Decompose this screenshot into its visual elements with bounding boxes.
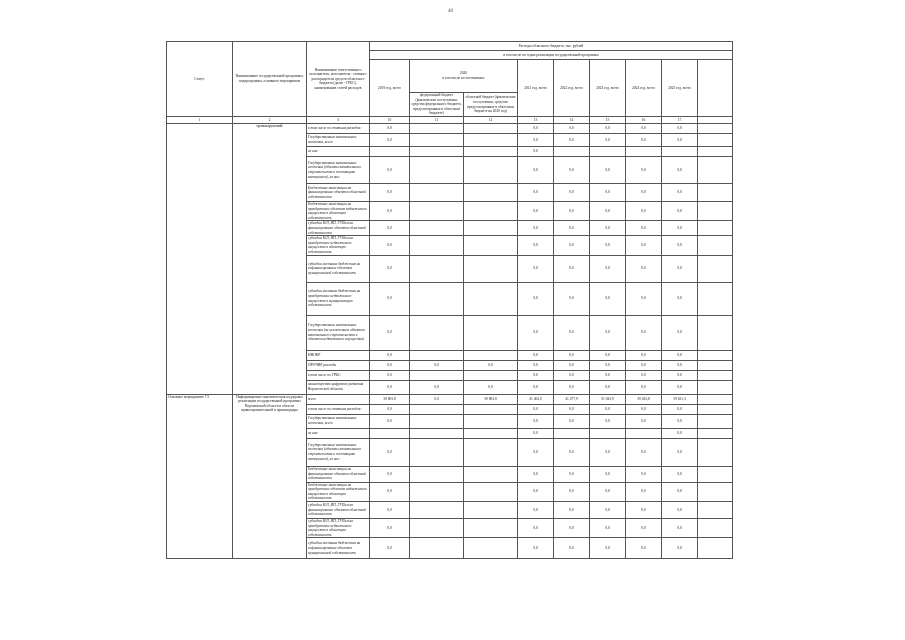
value-cell: 0,0 bbox=[590, 134, 626, 147]
value-cell: 0,0 bbox=[626, 236, 662, 255]
value-cell: 0,0 bbox=[370, 360, 410, 370]
value-cell: 0,0 bbox=[626, 184, 662, 202]
value-cell: 0,0 bbox=[410, 380, 464, 394]
value-cell bbox=[698, 466, 733, 482]
value-cell: 0,0 bbox=[662, 482, 698, 501]
value-cell bbox=[410, 501, 464, 518]
value-cell bbox=[464, 124, 518, 134]
value-cell bbox=[464, 428, 518, 438]
value-cell: 0,0 bbox=[590, 315, 626, 350]
value-cell: 0,0 bbox=[370, 134, 410, 147]
program-cell: Информационно-аналитическая поддержка реализации государственной программы Воронежской области в области правоохранительной и правопорядка bbox=[233, 394, 307, 559]
y2024-header: 2024 год, всего bbox=[626, 60, 662, 117]
value-cell bbox=[464, 501, 518, 518]
value-cell: 0,0 bbox=[590, 466, 626, 482]
value-cell: 0,0 bbox=[370, 282, 410, 315]
value-cell: 0,0 bbox=[554, 202, 590, 221]
value-cell bbox=[410, 221, 464, 236]
value-cell: 0,0 bbox=[518, 255, 554, 282]
value-cell: 0,0 bbox=[370, 124, 410, 134]
reg-budget-header: областной бюджет (фактические поступления, средства предусмотренные в областном бюджете на 2020 год) bbox=[464, 93, 518, 117]
column-number: 1 bbox=[167, 117, 233, 124]
value-cell: 0,0 bbox=[662, 404, 698, 414]
value-cell: 0,0 bbox=[662, 124, 698, 134]
value-cell bbox=[410, 315, 464, 350]
value-cell: 0,0 bbox=[626, 255, 662, 282]
expense-item-label: Бюджетные инвестиции на финансирование объектов областной собственности bbox=[307, 466, 370, 482]
value-cell: 39 803,8 bbox=[464, 394, 518, 404]
column-number: 10 bbox=[370, 117, 410, 124]
value-cell: 0,0 bbox=[626, 501, 662, 518]
value-cell bbox=[410, 538, 464, 559]
value-cell bbox=[410, 438, 464, 466]
value-cell bbox=[410, 404, 464, 414]
value-cell bbox=[698, 147, 733, 157]
value-cell bbox=[410, 518, 464, 537]
expense-item-label: субсидии местным бюджетам на софинансирование объектов муниципальной собственности bbox=[307, 538, 370, 559]
value-cell bbox=[464, 350, 518, 360]
value-cell: 0,0 bbox=[554, 501, 590, 518]
expense-item-label: Бюджетные инвестиции на приобретение объектов недвижимого имущества в областную собственность bbox=[307, 482, 370, 501]
value-cell: 0,0 bbox=[590, 221, 626, 236]
value-cell: 0,0 bbox=[518, 360, 554, 370]
value-cell: 0,0 bbox=[590, 350, 626, 360]
value-cell: 0,0 bbox=[554, 438, 590, 466]
value-cell bbox=[410, 428, 464, 438]
value-cell bbox=[410, 202, 464, 221]
value-cell bbox=[370, 147, 410, 157]
value-cell bbox=[410, 184, 464, 202]
value-cell: 0,0 bbox=[626, 202, 662, 221]
value-cell: 0,0 bbox=[626, 315, 662, 350]
value-cell: 0,0 bbox=[370, 184, 410, 202]
value-cell: 0,0 bbox=[590, 482, 626, 501]
expense-item-label: субсидии ЮЛ, ИП, ГУПам на приобретение недвижимого имущества в областную собственность bbox=[307, 236, 370, 255]
value-cell: 0,0 bbox=[518, 202, 554, 221]
value-cell: 0,0 bbox=[518, 518, 554, 537]
value-cell: 0,0 bbox=[662, 414, 698, 428]
incl-caption: в том числе по источникам: bbox=[442, 76, 485, 81]
value-cell bbox=[698, 380, 733, 394]
value-cell: 0,0 bbox=[554, 134, 590, 147]
y2025-header: 2025 год, всего bbox=[662, 60, 698, 117]
value-cell: 0,0 bbox=[518, 315, 554, 350]
value-cell bbox=[464, 134, 518, 147]
value-cell bbox=[464, 482, 518, 501]
value-cell bbox=[410, 157, 464, 184]
expense-item-label: в том числе по статьям расходов: bbox=[307, 124, 370, 134]
value-cell: 0,0 bbox=[662, 501, 698, 518]
table-row bbox=[167, 394, 733, 404]
value-cell: 0,0 bbox=[662, 282, 698, 315]
program-header: Наименование государственной программы, подпрограммы, основного мероприятия bbox=[233, 42, 307, 117]
value-cell: 0,0 bbox=[590, 282, 626, 315]
value-cell: 0,0 bbox=[590, 438, 626, 466]
value-cell: 0,0 bbox=[518, 134, 554, 147]
value-cell bbox=[464, 236, 518, 255]
value-cell: 0,0 bbox=[518, 221, 554, 236]
column-number: 14 bbox=[554, 117, 590, 124]
value-cell: 0,0 bbox=[370, 350, 410, 360]
value-cell bbox=[464, 184, 518, 202]
value-cell: 0,0 bbox=[662, 518, 698, 537]
value-cell bbox=[698, 157, 733, 184]
value-cell: 0,0 bbox=[626, 221, 662, 236]
value-cell: 0,0 bbox=[464, 360, 518, 370]
value-cell: 0,0 bbox=[370, 404, 410, 414]
value-cell bbox=[464, 221, 518, 236]
value-cell bbox=[698, 184, 733, 202]
value-cell bbox=[698, 538, 733, 559]
value-cell: 0,0 bbox=[626, 124, 662, 134]
value-cell: 0,0 bbox=[626, 438, 662, 466]
value-cell bbox=[698, 236, 733, 255]
value-cell: 0,0 bbox=[590, 360, 626, 370]
value-cell: 0,0 bbox=[554, 315, 590, 350]
value-cell bbox=[698, 282, 733, 315]
value-cell bbox=[698, 414, 733, 428]
expenses-header: Расходы областного бюджета, тыс. рублей bbox=[370, 42, 733, 51]
value-cell: 0,0 bbox=[518, 414, 554, 428]
value-cell: 51 023,9 bbox=[590, 394, 626, 404]
value-cell: 0,0 bbox=[518, 124, 554, 134]
table-body bbox=[167, 124, 733, 559]
value-cell bbox=[590, 147, 626, 157]
column-number: 11 bbox=[410, 117, 464, 124]
value-cell bbox=[698, 221, 733, 236]
value-cell: 0,0 bbox=[590, 255, 626, 282]
value-cell bbox=[626, 147, 662, 157]
expense-item-label: Государственные капитальные вложения (объекты капитального строительства и поставщики материалов), из них: bbox=[307, 438, 370, 466]
value-cell: 0,0 bbox=[370, 438, 410, 466]
program-cell: правонарушений bbox=[233, 124, 307, 395]
value-cell: 0,0 bbox=[518, 501, 554, 518]
status-cell bbox=[167, 124, 233, 395]
value-cell: 0,0 bbox=[370, 482, 410, 501]
value-cell bbox=[662, 147, 698, 157]
expense-item-label: министерство цифрового развития Воронежской области bbox=[307, 380, 370, 394]
value-cell bbox=[698, 315, 733, 350]
value-cell: 0,0 bbox=[518, 428, 554, 438]
column-number-row bbox=[167, 117, 733, 124]
value-cell: 0,0 bbox=[626, 466, 662, 482]
value-cell bbox=[698, 482, 733, 501]
value-cell: 0,0 bbox=[662, 315, 698, 350]
value-cell bbox=[626, 428, 662, 438]
column-number bbox=[698, 117, 733, 124]
value-cell: 0,0 bbox=[662, 350, 698, 360]
expense-item-label: Государственные капитальные вложения, всего bbox=[307, 134, 370, 147]
value-cell: 0,0 bbox=[662, 428, 698, 438]
value-cell bbox=[464, 282, 518, 315]
value-cell bbox=[464, 147, 518, 157]
expense-item-label: всего bbox=[307, 394, 370, 404]
value-cell: 0,0 bbox=[662, 380, 698, 394]
value-cell: 0,0 bbox=[518, 538, 554, 559]
value-cell bbox=[410, 482, 464, 501]
expense-item-label: Государственные капитальные вложения, всего bbox=[307, 414, 370, 428]
value-cell bbox=[464, 157, 518, 184]
value-cell: 0,0 bbox=[518, 184, 554, 202]
value-cell: 0,0 bbox=[554, 157, 590, 184]
value-cell: 0,0 bbox=[626, 282, 662, 315]
expense-item-label: субсидии ЮЛ, ИП, ГУПам на финансирование объектов областной собственности bbox=[307, 221, 370, 236]
value-cell bbox=[410, 466, 464, 482]
value-cell bbox=[698, 255, 733, 282]
value-cell bbox=[464, 202, 518, 221]
value-cell: 0,0 bbox=[518, 157, 554, 184]
value-cell bbox=[410, 414, 464, 428]
y2023-header: 2023 год, всего bbox=[590, 60, 626, 117]
value-cell: 0,0 bbox=[590, 518, 626, 537]
value-cell bbox=[464, 438, 518, 466]
value-cell: 0,0 bbox=[554, 360, 590, 370]
value-cell: 0,0 bbox=[626, 380, 662, 394]
table-row bbox=[167, 124, 733, 134]
value-cell: 0,0 bbox=[662, 255, 698, 282]
value-cell: 0,0 bbox=[590, 404, 626, 414]
expense-item-label: в том числе по ГРБС: bbox=[307, 370, 370, 380]
value-cell: 0,0 bbox=[518, 147, 554, 157]
value-cell: 0,0 bbox=[626, 157, 662, 184]
value-cell bbox=[410, 350, 464, 360]
value-cell: 0,0 bbox=[370, 414, 410, 428]
value-cell bbox=[464, 538, 518, 559]
value-cell bbox=[370, 428, 410, 438]
value-cell: 0,0 bbox=[590, 184, 626, 202]
value-cell: 0,0 bbox=[370, 380, 410, 394]
value-cell: 0,0 bbox=[662, 360, 698, 370]
value-cell: 0,0 bbox=[518, 380, 554, 394]
year-2020-header bbox=[410, 60, 518, 93]
value-cell bbox=[698, 350, 733, 360]
value-cell: 0,0 bbox=[554, 538, 590, 559]
value-cell: 0,0 bbox=[370, 518, 410, 537]
value-cell: 0,0 bbox=[518, 438, 554, 466]
value-cell: 39 631,3 bbox=[662, 394, 698, 404]
value-cell: 0,0 bbox=[554, 184, 590, 202]
value-cell: 0,0 bbox=[518, 236, 554, 255]
value-cell bbox=[410, 124, 464, 134]
value-cell: 0,0 bbox=[626, 350, 662, 360]
value-cell: 0,0 bbox=[590, 124, 626, 134]
value-cell bbox=[698, 438, 733, 466]
expense-item-label: Бюджетные инвестиции на приобретение объектов недвижимого имущества в областную собственность bbox=[307, 202, 370, 221]
value-cell: 0,0 bbox=[626, 482, 662, 501]
value-cell bbox=[410, 282, 464, 315]
value-cell: 0,0 bbox=[518, 482, 554, 501]
value-cell: 0,0 bbox=[554, 124, 590, 134]
expense-item-label: Государственные капитальные вложения (за исключением объектов капитального строительства и объектов недвижимого имущества) bbox=[307, 315, 370, 350]
fed-budget-header: федеральный бюджет (фактические поступления, средства федерального бюджета, предусмотренные в областном бюджете) bbox=[411, 93, 462, 116]
value-cell: 0,0 bbox=[662, 184, 698, 202]
value-cell: 0,0 bbox=[662, 466, 698, 482]
column-number: 13 bbox=[518, 117, 554, 124]
value-cell: 0,0 bbox=[370, 255, 410, 282]
expense-item-label: из них: bbox=[307, 147, 370, 157]
value-cell: 0,0 bbox=[554, 236, 590, 255]
value-cell: 0,0 bbox=[518, 350, 554, 360]
value-cell bbox=[410, 255, 464, 282]
budget-table bbox=[166, 41, 733, 559]
years-caption: в том числе по годам реализации государственной программы bbox=[370, 51, 733, 60]
value-cell: 0,0 bbox=[626, 360, 662, 370]
value-cell bbox=[410, 134, 464, 147]
value-cell: 41 477,9 bbox=[554, 394, 590, 404]
expense-item-label: НИОКР bbox=[307, 350, 370, 360]
value-cell: 0,0 bbox=[554, 221, 590, 236]
value-cell: 0,0 bbox=[554, 370, 590, 380]
value-cell: 0,0 bbox=[590, 157, 626, 184]
value-cell: 0,0 bbox=[662, 221, 698, 236]
total-2019-header: 2019 год, всего bbox=[370, 60, 410, 117]
column-number: 2 bbox=[233, 117, 307, 124]
value-cell: 41 402,0 bbox=[518, 394, 554, 404]
value-cell: 0,0 bbox=[662, 202, 698, 221]
value-cell: 0,0 bbox=[626, 134, 662, 147]
value-cell: 0,0 bbox=[662, 370, 698, 380]
value-cell: 0,0 bbox=[662, 236, 698, 255]
value-cell: 0,0 bbox=[590, 202, 626, 221]
expense-item-label: субсидии местным бюджетам на приобретение недвижимого имущества в муниципальную собственность bbox=[307, 282, 370, 315]
value-cell bbox=[698, 394, 733, 404]
value-cell: 0,0 bbox=[554, 482, 590, 501]
value-cell bbox=[698, 202, 733, 221]
value-cell bbox=[698, 428, 733, 438]
value-cell: 0,0 bbox=[554, 350, 590, 360]
value-cell bbox=[590, 428, 626, 438]
value-cell: 0,0 bbox=[518, 370, 554, 380]
value-cell: 0,0 bbox=[370, 370, 410, 380]
value-cell: 0,0 bbox=[370, 466, 410, 482]
value-cell: 0,0 bbox=[662, 134, 698, 147]
value-cell bbox=[410, 236, 464, 255]
value-cell: 0,0 bbox=[410, 360, 464, 370]
value-cell: 0,0 bbox=[554, 466, 590, 482]
column-number: 16 bbox=[626, 117, 662, 124]
y2022-header: 2022 год, всего bbox=[554, 60, 590, 117]
value-cell: 0,0 bbox=[590, 236, 626, 255]
column-number: 17 bbox=[662, 117, 698, 124]
value-cell: 39 433,8 bbox=[626, 394, 662, 404]
value-cell: 0,0 bbox=[554, 414, 590, 428]
extra-header bbox=[698, 60, 733, 117]
value-cell: 0,0 bbox=[590, 538, 626, 559]
value-cell: 0,0 bbox=[554, 518, 590, 537]
value-cell: 0,0 bbox=[626, 414, 662, 428]
value-cell: 0,0 bbox=[370, 202, 410, 221]
value-cell bbox=[698, 370, 733, 380]
year-2020-label: 2020 bbox=[459, 71, 468, 76]
value-cell bbox=[554, 147, 590, 157]
value-cell: 0,0 bbox=[518, 282, 554, 315]
value-cell: 0,0 bbox=[370, 501, 410, 518]
value-cell: 0,0 bbox=[518, 404, 554, 414]
value-cell bbox=[464, 414, 518, 428]
value-cell: 0,0 bbox=[662, 538, 698, 559]
y2021-header: 2021 год, всего bbox=[518, 60, 554, 117]
value-cell: 0,0 bbox=[590, 414, 626, 428]
value-cell bbox=[464, 466, 518, 482]
value-cell bbox=[410, 370, 464, 380]
value-cell: 0,0 bbox=[518, 466, 554, 482]
value-cell bbox=[554, 428, 590, 438]
value-cell: 0,0 bbox=[410, 394, 464, 404]
value-cell bbox=[410, 147, 464, 157]
value-cell: 0,0 bbox=[370, 221, 410, 236]
expense-item-label: Государственные капитальные вложения (объекты капитального строительства и поставщики материалов), из них: bbox=[307, 157, 370, 184]
value-cell bbox=[698, 518, 733, 537]
value-cell: 0,0 bbox=[662, 438, 698, 466]
value-cell: 0,0 bbox=[626, 538, 662, 559]
value-cell bbox=[698, 134, 733, 147]
expense-item-label: из них: bbox=[307, 428, 370, 438]
value-cell bbox=[464, 255, 518, 282]
page-number: 40 bbox=[448, 9, 453, 14]
value-cell: 0,0 bbox=[590, 370, 626, 380]
source-header: Наименование ответственного исполнителя, исполнителя - главного распорядителя средств областного бюджета (далее - ГРБС), наименование статей расходов bbox=[307, 42, 370, 117]
value-cell: 0,0 bbox=[370, 236, 410, 255]
expense-item-label: Бюджетные инвестиции на финансирование объектов областной собственности bbox=[307, 184, 370, 202]
value-cell: 0,0 bbox=[370, 157, 410, 184]
value-cell: 39 803,8 bbox=[370, 394, 410, 404]
value-cell bbox=[464, 518, 518, 537]
value-cell bbox=[464, 315, 518, 350]
expense-item-label: ПРОЧИЕ расходы bbox=[307, 360, 370, 370]
value-cell: 0,0 bbox=[370, 315, 410, 350]
value-cell: 0,0 bbox=[554, 380, 590, 394]
value-cell: 0,0 bbox=[626, 518, 662, 537]
value-cell bbox=[698, 360, 733, 370]
value-cell: 0,0 bbox=[590, 501, 626, 518]
value-cell: 0,0 bbox=[464, 380, 518, 394]
value-cell: 0,0 bbox=[626, 370, 662, 380]
value-cell: 0,0 bbox=[554, 282, 590, 315]
value-cell: 0,0 bbox=[554, 404, 590, 414]
value-cell bbox=[464, 370, 518, 380]
column-number: 12 bbox=[464, 117, 518, 124]
value-cell: 0,0 bbox=[554, 255, 590, 282]
value-cell bbox=[698, 404, 733, 414]
expense-item-label: субсидии ЮЛ, ИП, ГУПам на приобретение недвижимого имущества в областную собственность bbox=[307, 518, 370, 537]
expense-item-label: субсидии ЮЛ, ИП, ГУПам на финансирование объектов областной собственности bbox=[307, 501, 370, 518]
expense-item-label: субсидии местным бюджетам на софинансирование объектов муниципальной собственности bbox=[307, 255, 370, 282]
value-cell: 0,0 bbox=[370, 538, 410, 559]
status-header: Статус bbox=[167, 42, 233, 117]
value-cell: 0,0 bbox=[626, 404, 662, 414]
expense-item-label: в том числе по статьям расходов: bbox=[307, 404, 370, 414]
column-number: 15 bbox=[590, 117, 626, 124]
value-cell bbox=[698, 501, 733, 518]
value-cell bbox=[698, 124, 733, 134]
value-cell: 0,0 bbox=[590, 380, 626, 394]
value-cell bbox=[464, 404, 518, 414]
value-cell: 0,0 bbox=[662, 157, 698, 184]
status-cell: Основное мероприятие 7.5 bbox=[167, 394, 233, 559]
column-number: 3 bbox=[307, 117, 370, 124]
